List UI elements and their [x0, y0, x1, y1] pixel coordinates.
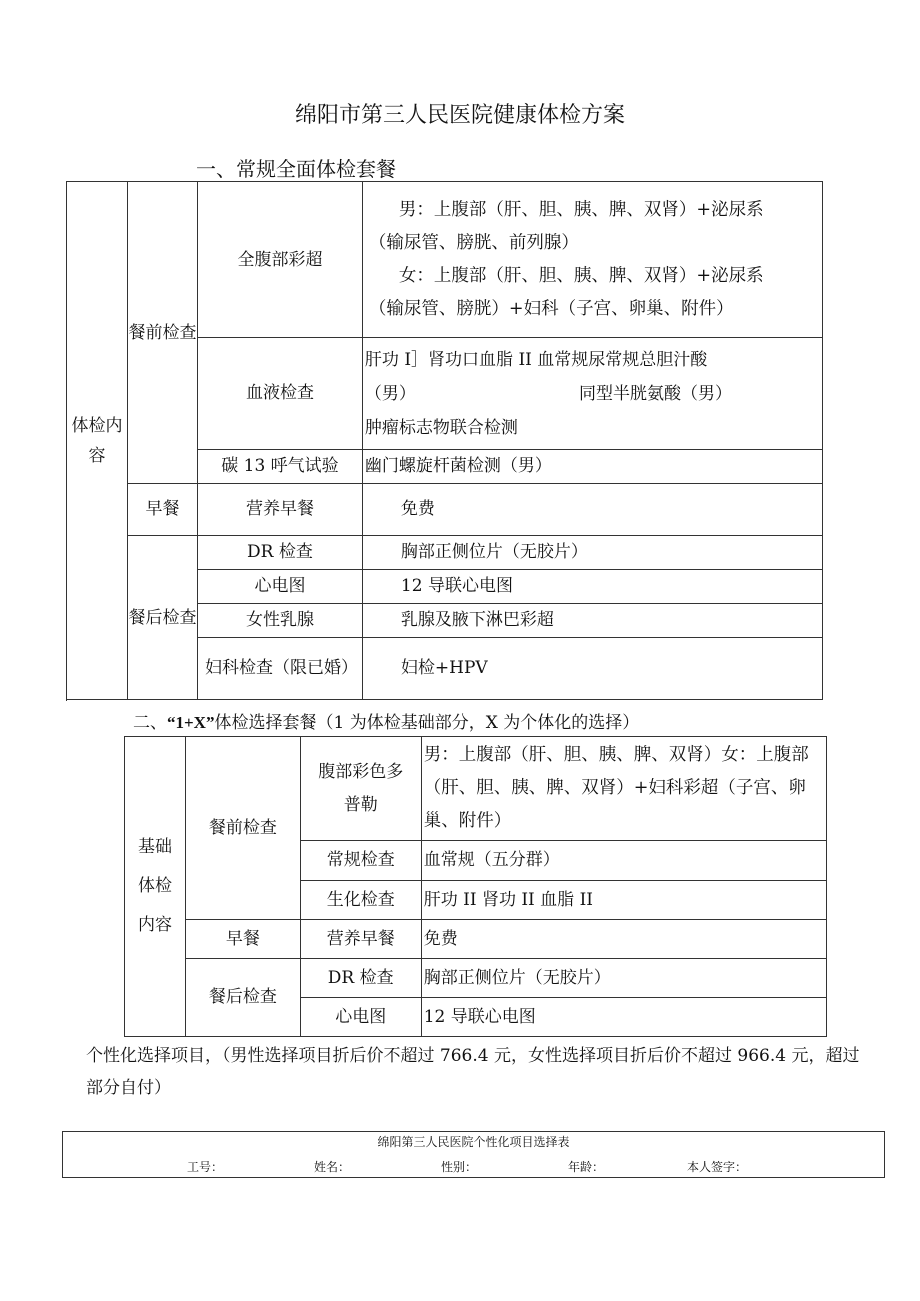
- gender-field: 性别：: [441, 1160, 478, 1174]
- breast-value: 乳腺及腋下淋巴彩超: [362, 604, 822, 638]
- name-field: 姓名：: [314, 1160, 351, 1174]
- section2-title: [133, 708, 639, 733]
- selection-form: [62, 1131, 885, 1178]
- section2-bold: “1+X”: [167, 713, 215, 732]
- dr-item-2: DR 检查: [300, 959, 421, 998]
- breakfast-value: 免费: [362, 484, 822, 536]
- breakfast-value-2: 免费: [421, 920, 826, 959]
- one-plus-x-table: [124, 736, 827, 1037]
- c13-item: 碳 13 呼气试验: [197, 450, 362, 484]
- before-meal-cell: [128, 182, 198, 484]
- blood-line1: 肝功 I］肾功口血脂 II 血常规尿常规总胆汁酸: [364, 349, 708, 370]
- dr-item: DR 检查: [197, 536, 362, 570]
- gyn-item: [197, 638, 362, 700]
- breakfast-cell-2: 早餐: [185, 920, 300, 959]
- basic-content-label: 基础体检内容: [137, 837, 172, 935]
- ecg-value: 12 导联心电图: [362, 570, 822, 604]
- abdomen-value: [362, 182, 822, 338]
- after-meal-cell-2: 餐后检查: [185, 959, 300, 1037]
- biochem-value: 肝功 II 肾功 II 血脂 II: [421, 881, 826, 920]
- basic-content-cell: [125, 737, 186, 1037]
- breakfast-item-2: 营养早餐: [300, 920, 421, 959]
- section2-suffix: 体检选择套餐（1 为体检基础部分，X 为个体化的选择）: [214, 713, 640, 733]
- ecg-item-2: 心电图: [300, 998, 421, 1037]
- blood-line3: 肿瘤标志物联合检测: [364, 417, 518, 438]
- section1-title: 一、常规全面体检套餐: [196, 157, 396, 181]
- form-title: 绵阳第三人民医院个性化项目选择表: [377, 1135, 570, 1149]
- price-note: 个性化选择项目，（男性选择项目折后价不超过 766.4 元，女性选择项目折后价不超过 966.4 元，超过部分自付）: [86, 1046, 860, 1098]
- abdomen-male-line: 男：上腹部（肝、胆、胰、脾、双肾）+泌尿系: [398, 199, 764, 220]
- ecg-value-2: 12 导联心电图: [421, 998, 826, 1037]
- breast-item: 女性乳腺: [197, 604, 362, 638]
- signature-field: 本人签字：: [687, 1160, 748, 1174]
- after-meal-cell: [128, 536, 198, 700]
- routine-value: 血常规（五分群）: [421, 841, 826, 881]
- blood-line2a: （男）: [364, 383, 416, 404]
- page-title: 绵阳市第三人民医院健康体检方案: [294, 103, 625, 128]
- abdomen-female-line: 女：上腹部（肝、胆、胰、脾、双肾）+泌尿系: [398, 265, 764, 286]
- blood-line2b: 同型半胱氨酸（男）: [579, 383, 732, 404]
- abdomen-item: 全腹部彩超: [197, 182, 362, 338]
- routine-item: 常规检查: [300, 841, 421, 881]
- before-meal-cell-2: 餐前检查: [185, 737, 300, 920]
- abdomen-male-line2: （输尿管、膀胱、前列腺）: [368, 232, 579, 253]
- doppler-item: [300, 737, 421, 841]
- gyn-label: 妇科检查（限已婚）: [204, 658, 358, 678]
- dr-value-2: 胸部正侧位片（无胶片）: [421, 959, 826, 998]
- doppler-label: 腹部彩色多普勒: [318, 761, 404, 815]
- exam-content-label: 体检内容: [71, 415, 123, 466]
- exam-content-cell: [67, 182, 128, 700]
- ecg-item: 心电图: [197, 570, 362, 604]
- abdomen-female-line2: （输尿管、膀胱）+妇科（子宫、卵巢、附件）: [368, 298, 734, 319]
- blood-item: 血液检查: [197, 338, 362, 450]
- after-meal-label: 餐后检查: [128, 607, 197, 628]
- dr-value: 胸部正侧位片（无胶片）: [362, 536, 822, 570]
- age-field: 年龄：: [568, 1160, 605, 1174]
- doppler-value: 男：上腹部（肝、胆、胰、脾、双肾）女：上腹部（肝、胆、胰、脾、双肾）+妇科彩超（子宫、卵巢、附件）: [421, 737, 826, 841]
- standard-package-table: [66, 181, 823, 700]
- section2-prefix: 二、: [133, 713, 167, 733]
- before-meal-label: 餐前检查: [128, 322, 197, 343]
- employee-no-field: 工号：: [187, 1160, 224, 1174]
- blood-value: [362, 338, 822, 450]
- breakfast-cell: 早餐: [128, 484, 198, 536]
- gyn-value: 妇检+HPV: [362, 638, 822, 700]
- biochem-item: 生化检查: [300, 881, 421, 920]
- breakfast-item: 营养早餐: [197, 484, 362, 536]
- c13-value: 幽门螺旋杆菌检测（男）: [362, 450, 822, 484]
